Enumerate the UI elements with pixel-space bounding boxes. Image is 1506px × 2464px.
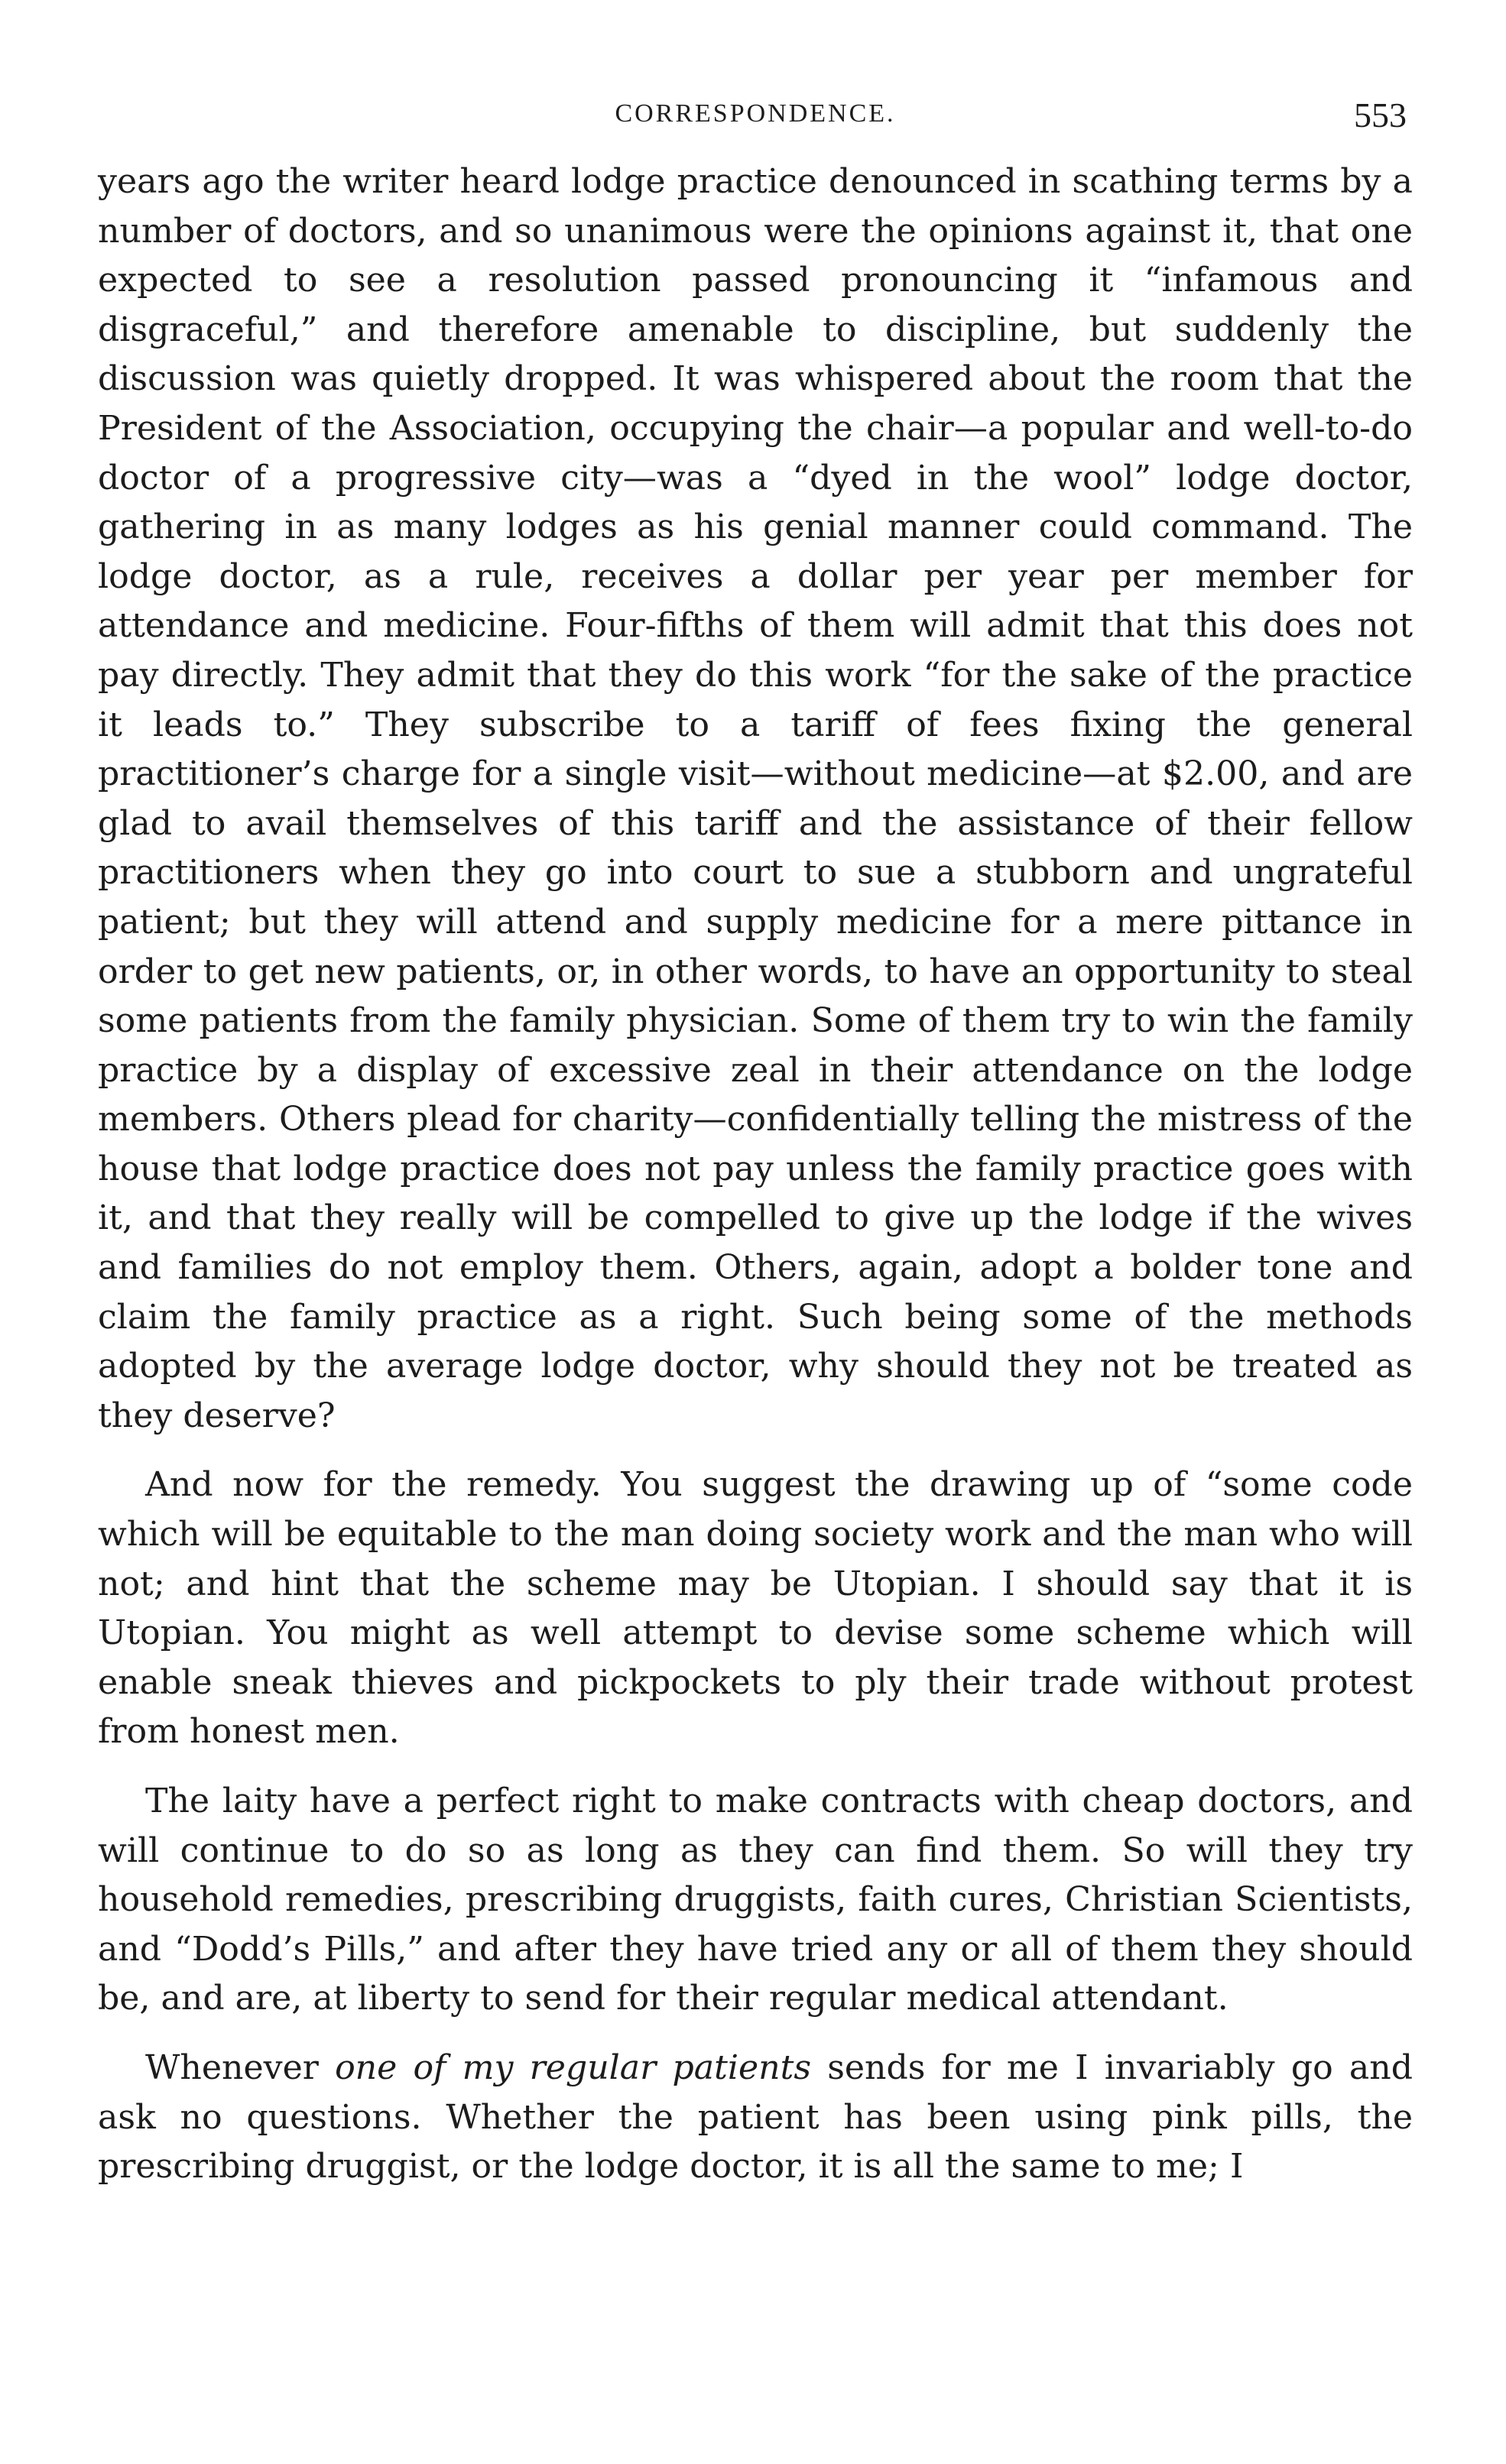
running-head: [98, 92, 1413, 153]
body-text: [98, 157, 1413, 2192]
running-title: CORRESPONDENCE.: [615, 99, 896, 128]
paragraph-regular-patients-start: Whenever: [145, 2047, 336, 2087]
paragraph-remedy: And now for the remedy. You suggest the drawing up of “some code which will be equitable to the man doing society work and the man who will not; and hint that the scheme may be Utopian. I should say that it is Utopian. You might as well attempt to devise some scheme which will enable sneak thieves and pickpockets to ply their trade without protest from honest men.: [98, 1465, 1413, 1752]
document-page: [98, 92, 1413, 2192]
page-number: 553: [1354, 96, 1407, 135]
paragraph-laity: The laity have a perfect right to make contracts with cheap doctors, and will continue to do so as long as they can find them. So will they try household remedies, prescribing druggists, faith cures, Christian Scientists, and “Dodd’s Pills,” and after they have tried any or all of them they should be, and are, at liberty to send for their regular medical attendant.: [98, 1782, 1413, 2018]
italic-phrase: one of my regular patients: [335, 2047, 812, 2087]
paragraph-regular-patients-end: sends for me I invariably go and ask no questions. Whether the patient has been using pink pills, the prescribing druggist, or the lodge doctor, it is all the same to me; I: [98, 2047, 1413, 2187]
paragraph-lodge-practice: years ago the writer heard lodge practice denounced in scathing terms by a number of doctors, and so unanimous were the opinions against it, that one expected to see a resolution passed pronouncing it “infamous and disgraceful,” and therefore amenable to discipline, but suddenly the discussion was quietly dropped. It was whispered about the room that the President of the Association, occupying the chair—a popular and well-to-do doctor of a progressive city—was a “dyed in the wool” lodge doctor, gathering in as many lodges as his genial manner could command. The lodge doctor, as a rule, receives a dollar per year per member for attendance and medicine. Four-fifths of them will admit that this does not pay directly. They admit that they do this work “for the sake of the practice it leads to.” They subscribe to a tariff of fees fixing the general practitioner’s charge for a single visit—without medicine—at $2.00, and are glad to avail themselves of this tariff and the assistance of their fellow practitioners when they go into court to sue a stubborn and ungrateful patient; but they will attend and supply medicine for a mere pittance in order to get new patients, or, in other words, to have an opportunity to steal some patients from the family physician. Some of them try to win the family practice by a display of excessive zeal in their attendance on the lodge members. Others plead for charity—confidentially telling the mistress of the house that lodge practice does not pay unless the family practice goes with it, and that they really will be compelled to give up the lodge if the wives and families do not employ them. Others, again, adopt a bolder tone and claim the family practice as a right. Such being some of the methods adopted by the average lodge doctor, why should they not be treated as they deserve?: [98, 162, 1413, 1435]
paragraph-regular-patients: [98, 2044, 1413, 2192]
